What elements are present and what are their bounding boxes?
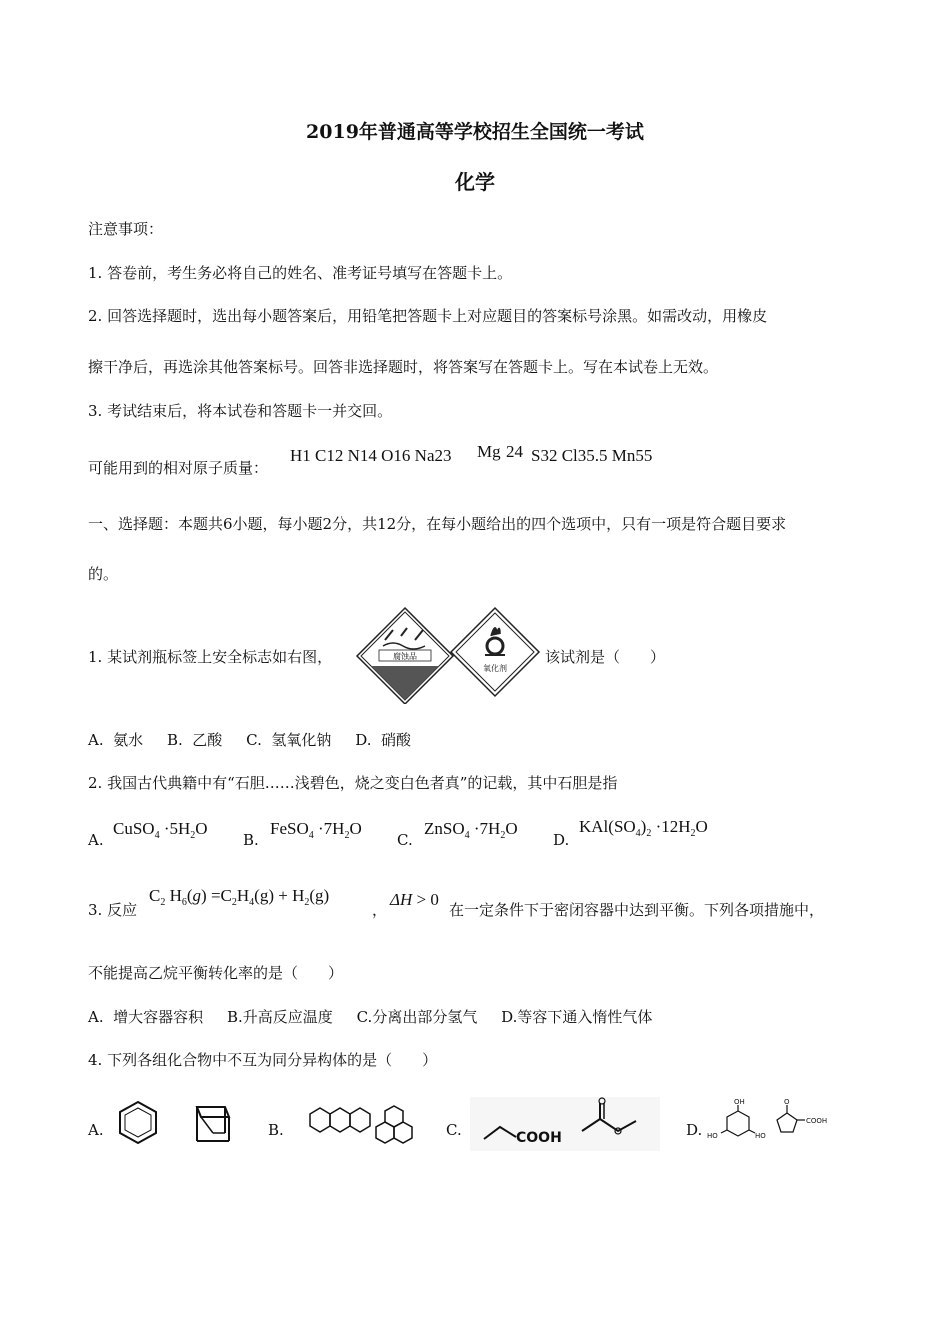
q1-options: A. 氨水 B. 乙酸 C. 氢氧化钠 D. 硝酸 [88,731,412,749]
q2-stem: 2. 我国古代典籍中有“石胆……浅碧色，烧之变白色者真”的记载，其中石胆是指 [88,774,618,792]
q2-option-c-label: C. [397,831,413,849]
propanoic-acid-ester-icon [470,1097,660,1151]
q4-option-c-cooh: COOH [516,1130,562,1146]
masses-values-a: H1 C12 N14 O16 Na23 [290,446,452,465]
subject-title: 化学 [455,170,495,194]
q1-stem-a: 1. 某试剂瓶标签上安全标志如右图， [88,648,333,666]
q2-option-a-label: A. [88,831,104,849]
masses-mg: Mg [477,442,501,461]
q4-option-d-ho-right: HO [755,1132,766,1140]
q2-option-a-formula: CuSO$_4$ $\cdot 5H_2O$ [113,819,208,841]
notes-item-2b: 擦干净后，再选涂其他答案标号。回答非选择题时，将答案写在答题卡上。写在本试卷上无效。 [88,358,719,376]
anthracene-phenalene-icon [296,1100,426,1150]
q1-stem-b: 该试剂是（ ） [545,648,666,666]
q3-stem-comma: ， [372,901,388,919]
notes-item-2a: 2. 回答选择题时，选出每小题答案后，用铅笔把答题卡上对应题目的答案标号涂黑。如需改动，用橡皮 [88,307,768,325]
phloroglucinol-ketoacid-icon [705,1095,835,1151]
q3-reaction-equation: $C_2$ $H_6(g) =C_2H_4(g) + H_2(g)$ [149,886,330,908]
section1-line2: 的。 [88,565,119,583]
notes-heading: 注意事项： [88,220,164,238]
oxidizer-sign-icon [451,608,539,696]
q3-line2: 不能提高乙烷平衡转化率的是（ ） [88,964,344,982]
q4-option-b-label: B. [268,1121,284,1139]
q4-option-d-oh: OH [734,1098,745,1106]
masses-label: 可能用到的相对原子质量： [88,459,269,477]
masses-mg-value: 24 [506,442,523,461]
benzene-prismane-icon [113,1097,253,1151]
q2-option-b-label: B. [243,831,259,849]
hazard-signs [355,606,541,704]
q3-enthalpy: ΔH > 0 [390,890,439,909]
q3-stem-a: 3. 反应 [88,901,138,919]
exam-title: 2019年普通高等学校招生全国统一考试 [306,121,644,143]
oxidizer-label: 氧化剂 [483,664,507,673]
masses-values-b: S32 Cl35.5 Mn55 [531,446,653,465]
corrosive-sign-icon [357,608,453,704]
q2-option-c-formula: ZnSO$_4$ $\cdot 7H_2O$ [424,819,518,841]
q4-stem: 4. 下列各组化合物中不互为同分异构体的是（ ） [88,1051,438,1069]
q4-option-a-label: A. [88,1121,104,1139]
section1-line1: 一、选择题：本题共6小题，每小题2分，共12分，在每小题给出的四个选项中，只有一项是符合题目要求 [88,515,787,533]
q4-option-c-label: C. [446,1121,462,1139]
q2-option-b-formula: FeSO$_4$ $\cdot 7H_2O$ [270,819,362,841]
q4-option-d-ho-left: HO [707,1132,718,1140]
q3-stem-c: 在一定条件下于密闭容器中达到平衡。下列各项措施中， [449,901,825,919]
corrosive-label: 腐蚀品 [393,652,417,661]
q4-option-d-label: D. [686,1121,703,1139]
q2-option-d-formula: $KAl(SO_4)_2 \cdot 12H_2O$ [579,817,708,839]
q4-option-d-cooh: COOH [806,1117,828,1125]
q2-option-d-label: D. [553,831,570,849]
q3-options: A. 增大容器容积 B.升高反应温度 C.分离出部分氢气 D.等容下通入惰性气体 [88,1008,653,1026]
notes-item-3: 3. 考试结束后，将本试卷和答题卡一并交回。 [88,402,393,420]
q4-option-d-o: O [784,1098,790,1106]
notes-item-1: 1. 答卷前，考生务必将自己的姓名、准考证号填写在答题卡上。 [88,264,513,282]
